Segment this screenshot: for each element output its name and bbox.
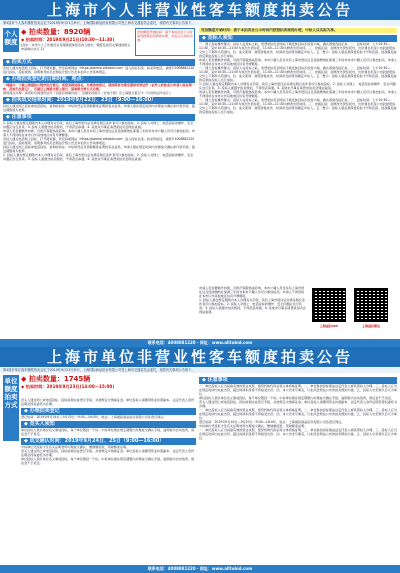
personal-time: ◆ 拍卖时间：2019年9月21日(10:30—11:30) [21, 37, 115, 42]
personal-quantity-box [21, 28, 133, 56]
unit-time: ◆ 拍卖时间：2019年9月23日(14:00—15:00) [21, 384, 115, 389]
personal-footer: 联系电话：4008881220 · 网址：www.alltobid.com [0, 339, 400, 347]
personal-right-text-2: 申请人若需要额外协助，可拨打客服热线咨询。本市户籍人员及持有上海市居住证且连续缴纳社保满三年的非本市户籍人员可以参加拍卖。申请人不得同时在本市以外其他地区持有号牌额度。 [199, 58, 397, 66]
personal-date-text: 投标人通过网上投标或电话投标，查询时间在：中标的凭证及领取额度证明的有关信息。申请人须在规定时间内办理成交确认和付款手续，超过期限视为放弃。 [3, 104, 195, 112]
wechat-qr-code[interactable] [354, 288, 388, 322]
unit-footer: 联系电话：4008881220 · 网址：www.alltobid.com [0, 565, 400, 573]
unit-right-text: 一、单位投标人应当具备有效的营业执照、组织机构代码证等主体资格证明。二、单位参加投标须由法定代表人或其授权人办理。三、投标人应当在规定时间内完成出价，超过时间系统将不再接受出价。四、本公告未尽事宜，以拍卖会网站公布的拍卖规则为准。五、投标人出价须以百元为单位。 [199, 384, 397, 396]
personal-reg-offline: 现场网点办理：请带好有效身份证件（包括有效期内的）、近期免冠照片（含电子版）及上海银行借记卡（与身份证件对应）。 [3, 91, 174, 95]
personal-right-text-4: 1. 投标人须在规定期限内本人办理有关手续，具有上海市居住证并满足相应条件者可以参加投标。2. 投标人对网上、电话投标的操作、安全问题应自行负责。3. 投标人须遵守拍卖规则，不得恶意串通。4. 其他未尽事宜请登录拍卖会网站查阅。 [199, 82, 396, 90]
personal-right-lower-text: 申请人若需要额外协助，可拨打客服热线咨询。本市户籍人员及持有上海市居住证且连续缴纳社保满三年的非本市户籍人员可以参加拍卖。申请人不得同时在本市以外其他地区持有号牌额度。 [199, 286, 305, 298]
unit-right-text-2: 单位投标人须以单位名义参加投标，每个单位限投一个标。中标单位须在规定期限内办理成交确认手续，逾期视为自动放弃，保证金不予退还。 [199, 396, 394, 400]
personal-reserve-note: (其中：本市个人工作建设在有保障团体报名的人数中，额度发放有关事项按照主申请单位执行 3) [21, 43, 131, 51]
unit-right-text-6: 中标单位凭投标卡及有关证明材料办理成交确认、缴纳额度款，领取额度证明。 [199, 424, 308, 428]
personal-notice-box [135, 28, 195, 56]
personal-date-heading: ◆ 拍卖成交结果时间：2019年9月22日、23日（9:00—16:00） [3, 97, 195, 104]
wechat-qr-caption: 上海国拍微信 [361, 324, 380, 328]
personal-right-heading: ◆ 竞标人须知 [199, 35, 397, 42]
personal-right-lower [199, 286, 307, 338]
unit-date-heading: ◆ 成交确认时间：2019年9月24日、25日（9:00—16:00） [21, 438, 196, 445]
app-qr-code[interactable] [312, 288, 346, 322]
unit-buyer-text-2: 单位投标人须以单位名义参加投标，每个单位限投一个标。中标单位须在规定期限内办理成交确认手续，逾期视为自动放弃，保证金不予退还。 [21, 457, 195, 465]
personal-reg-heading: ◆ 办理拍卖登记的日期时间、地点： [3, 76, 195, 83]
unit-right-column [199, 375, 397, 564]
personal-right-highlight: 竞拍额度开始时间：请于本拍卖会公示时间内按照拍卖规则办理，中标人以实际为准。 [199, 28, 397, 33]
personal-auction-title: 上海市个人非营业性客车额度拍卖公告 [0, 0, 400, 20]
personal-method-heading: ◆ 拍卖方式 [3, 59, 195, 66]
personal-right-text: 一、网上投标操作要点：投标人在投标之前，需登录拍卖会网站下载安装投标系统客户端，确认网络连接正常。二、投标时间：上午10:30—11:30，其中10:30—11:00为首次出价时段，11:00—11:30为修改出价时段。三、价格区间：在修改出价时段内，出价须在系统公布的最低成交价上下300元范围内。四、成交原则：按照价格优先、时间优先的原则确定中标人。五、警示：投标人须妥善保管投标卡号和密码，因泄露造成的后果由投标人自行承担。 [199, 42, 397, 58]
personal-rules-text-3: 1. 投标人须在规定期限内本人办理有关手续，具有上海市居住证并满足相应条件者可以参加投标。2. 投标人对网上、电话投标的操作、安全问题应自行负责。3. 投标人须遵守拍卖规则，不得恶意串通。4. 其他未尽事宜请登录拍卖会网站查阅。 [3, 153, 194, 161]
personal-notice-text: 竞拍额度开始时间：请于本拍卖会公示时间内按照拍卖规则办理，中标人以实际为准。 [137, 30, 193, 42]
personal-date-text-2: 投标人通过网上投标或电话投标，查询时间在：中标的凭证及领取额度证明的有关信息。申请人须在规定时间内办理成交确认和付款手续，超过期限视为放弃。 [3, 145, 195, 153]
unit-quantity: ◆ 拍卖数量：1745辆 [21, 375, 91, 383]
unit-reg-text: 登记时间：2019年9月16日—9月20日（9:00—16:00），地点：上海国际商品拍卖有限公司各登记网点。 [21, 415, 167, 419]
app-qr-caption: 上海国拍APP [319, 324, 339, 328]
unit-right-text-4: 一、单位投标人应当具备有效的营业执照、组织机构代码证等主体资格证明。二、单位参加投标须由法定代表人或其授权人办理。三、投标人应当在规定时间内完成出价，超过时间系统将不再接受出价。四、本公告未尽事宜，以拍卖会网站公布的拍卖规则为准。五、投标人出价须以百元为单位。 [199, 408, 397, 420]
personal-rules-heading: ◆ 注意事项 [3, 114, 195, 121]
personal-left-column [3, 57, 195, 339]
personal-rules-text: 1. 投标人须在规定期限内本人办理有关手续，具有上海市居住证并满足相应条件者可以参加投标。2. 投标人对网上、电话投标的操作、安全问题应自行负责。3. 投标人须遵守拍卖规则，不得恶意串通。4. 其他未尽事宜请登录拍卖会网站查阅。 [3, 121, 194, 129]
personal-right-lower-text-2: 1. 投标人须在规定期限内本人办理有关手续，具有上海市居住证并满足相应条件者可以参加投标。2. 投标人对网上、电话投标的操作、安全问题应自行负责。3. 投标人须遵守拍卖规则，不得恶意串通。4. 其他未尽事宜请登录拍卖会网站查阅。 [199, 298, 306, 314]
unit-buyer-heading: ◆ 竞买人须知 [21, 421, 196, 428]
unit-side-label: 单位额度拍卖方式 [3, 375, 19, 441]
unit-date-text: 中标单位凭投标卡及有关证明材料办理成交确认、缴纳额度款，领取额度证明。 [21, 445, 130, 449]
personal-method-text: 竞拍人通过电话网上投标，打开阅览器，凭密码或网站（https://paimai.alltobid.com）进入投标系统。如采用电话，请拨打4008881220进行投标，投标规则、说明参考拍卖会网站介绍公告及本拍卖公告具体规定。 [3, 66, 195, 74]
personal-right-text-6: 一、网上投标操作要点：投标人在投标之前，需登录拍卖会网站下载安装投标系统客户端，确认网络连接正常。二、投标时间：上午10:30—11:30，其中10:30—11:00为首次出价时段，11:00—11:30为修改出价时段。三、价格区间：在修改出价时段内，出价须在系统公布的最低成交价上下300元范围内。四、成交原则：按照价格优先、时间优先的原则确定中标人。五、警示：投标人须妥善保管投标卡号和密码，因泄露造成的后果由投标人自行承担。 [199, 98, 397, 114]
unit-method-text-2: 竞买人通过网上或电话投标，投标前须完成登记手续，并按规定交纳保证金。单位投标人请携带营业执照副本、法定代表人身份证明及授权委托书办理。 [21, 449, 195, 457]
personal-method-text-2: 竞拍人通过电话网上投标，打开阅览器，凭密码或网站（https://paimai.alltobid.com）进入投标系统。如采用电话，请拨打4008881220进行投标，投标规则、说明参考拍卖会网站介绍公告及本拍卖公告具体规定。 [3, 137, 195, 145]
unit-auction-subline: 第4届市单位客车额度拍卖会定于2019年9月23日举行，上海国际商品拍卖有限公司受上海市交通委员会委托，现将有关事项公告如下。 [0, 367, 400, 373]
personal-right-text-5: 申请人若需要额外协助，可拨打客服热线咨询。本市户籍人员及持有上海市居住证且连续缴纳社保满三年的非本市户籍人员可以参加拍卖。申请人不得同时在本市以外其他地区持有号牌额度。 [199, 90, 397, 98]
unit-right-heading: ◆ 注意事项 [199, 377, 397, 384]
personal-auction-subline: 第4届市个人客车额度拍卖会定于2019年9月21日举行，上海国际商品拍卖有限公司受上海市交通委员会委托，现将有关事项公告如下。 [0, 20, 400, 26]
unit-buyer-text: 单位投标人须以单位名义参加投标，每个单位限投一个标。中标单位须在规定期限内办理成交确认手续，逾期视为自动放弃，保证金不予退还。 [21, 428, 195, 436]
unit-quantity-box [21, 375, 116, 397]
unit-auction-title: 上海市单位非营业性客车额度拍卖公告 [0, 347, 400, 367]
unit-reg-heading: ◆ 办理拍卖登记 [21, 408, 196, 415]
personal-reg-online: 一网通办：下载上海国拍小程序进行登记，或登录网站报名，办理拍卖登记，请按照有关规定提供有效证件（证件上的姓名与申请人姓名须一致，否则无法登记），可通过上海银行网上银行、国泰银行等方式办理。 [3, 83, 195, 91]
personal-side-label: 个人额度 [3, 28, 19, 52]
personal-right-text-3: 一、网上投标操作要点：投标人在投标之前，需登录拍卖会网站下载安装投标系统客户端，确认网络连接正常。二、投标时间：上午10:30—11:30，其中10:30—11:00为首次出价时段，11:00—11:30为修改出价时段。三、价格区间：在修改出价时段内，出价须在系统公布的最低成交价上下300元范围内。四、成交原则：按照价格优先、时间优先的原则确定中标人。五、警示：投标人须妥善保管投标卡号和密码，因泄露造成的后果由投标人自行承担。 [199, 66, 397, 82]
unit-right-text-3: 竞买人通过网上或电话投标，投标前须完成登记手续，并按规定交纳保证金。单位投标人请携带营业执照副本、法定代表人身份证明及授权委托书办理。 [199, 400, 397, 408]
personal-rules-text-2: 申请人若需要额外协助，可拨打客服热线咨询。本市户籍人员及持有上海市居住证且连续缴纳社保满三年的非本市户籍人员可以参加拍卖。申请人不得同时在本市以外其他地区持有号牌额度。 [3, 129, 195, 137]
unit-right-text-5: 登记时间：2019年9月16日—9月20日（9:00—16:00），地点：上海国际商品拍卖有限公司各登记网点。 [199, 420, 345, 424]
unit-left-column [21, 398, 196, 564]
unit-right-text-7: 一、单位投标人应当具备有效的营业执照、组织机构代码证等主体资格证明。二、单位参加投标须由法定代表人或其授权人办理。三、投标人应当在规定时间内完成出价，超过时间系统将不再接受出价。四、本公告未尽事宜，以拍卖会网站公布的拍卖规则为准。五、投标人出价须以百元为单位。 [199, 428, 397, 440]
personal-quantity: ◆ 拍卖数量：8920辆 [21, 28, 91, 36]
unit-method-text: 竞买人通过网上或电话投标，投标前须完成登记手续，并按规定交纳保证金。单位投标人请携带营业执照副本、法定代表人身份证明及授权委托书办理。 [21, 398, 195, 406]
personal-right-column [199, 28, 397, 283]
